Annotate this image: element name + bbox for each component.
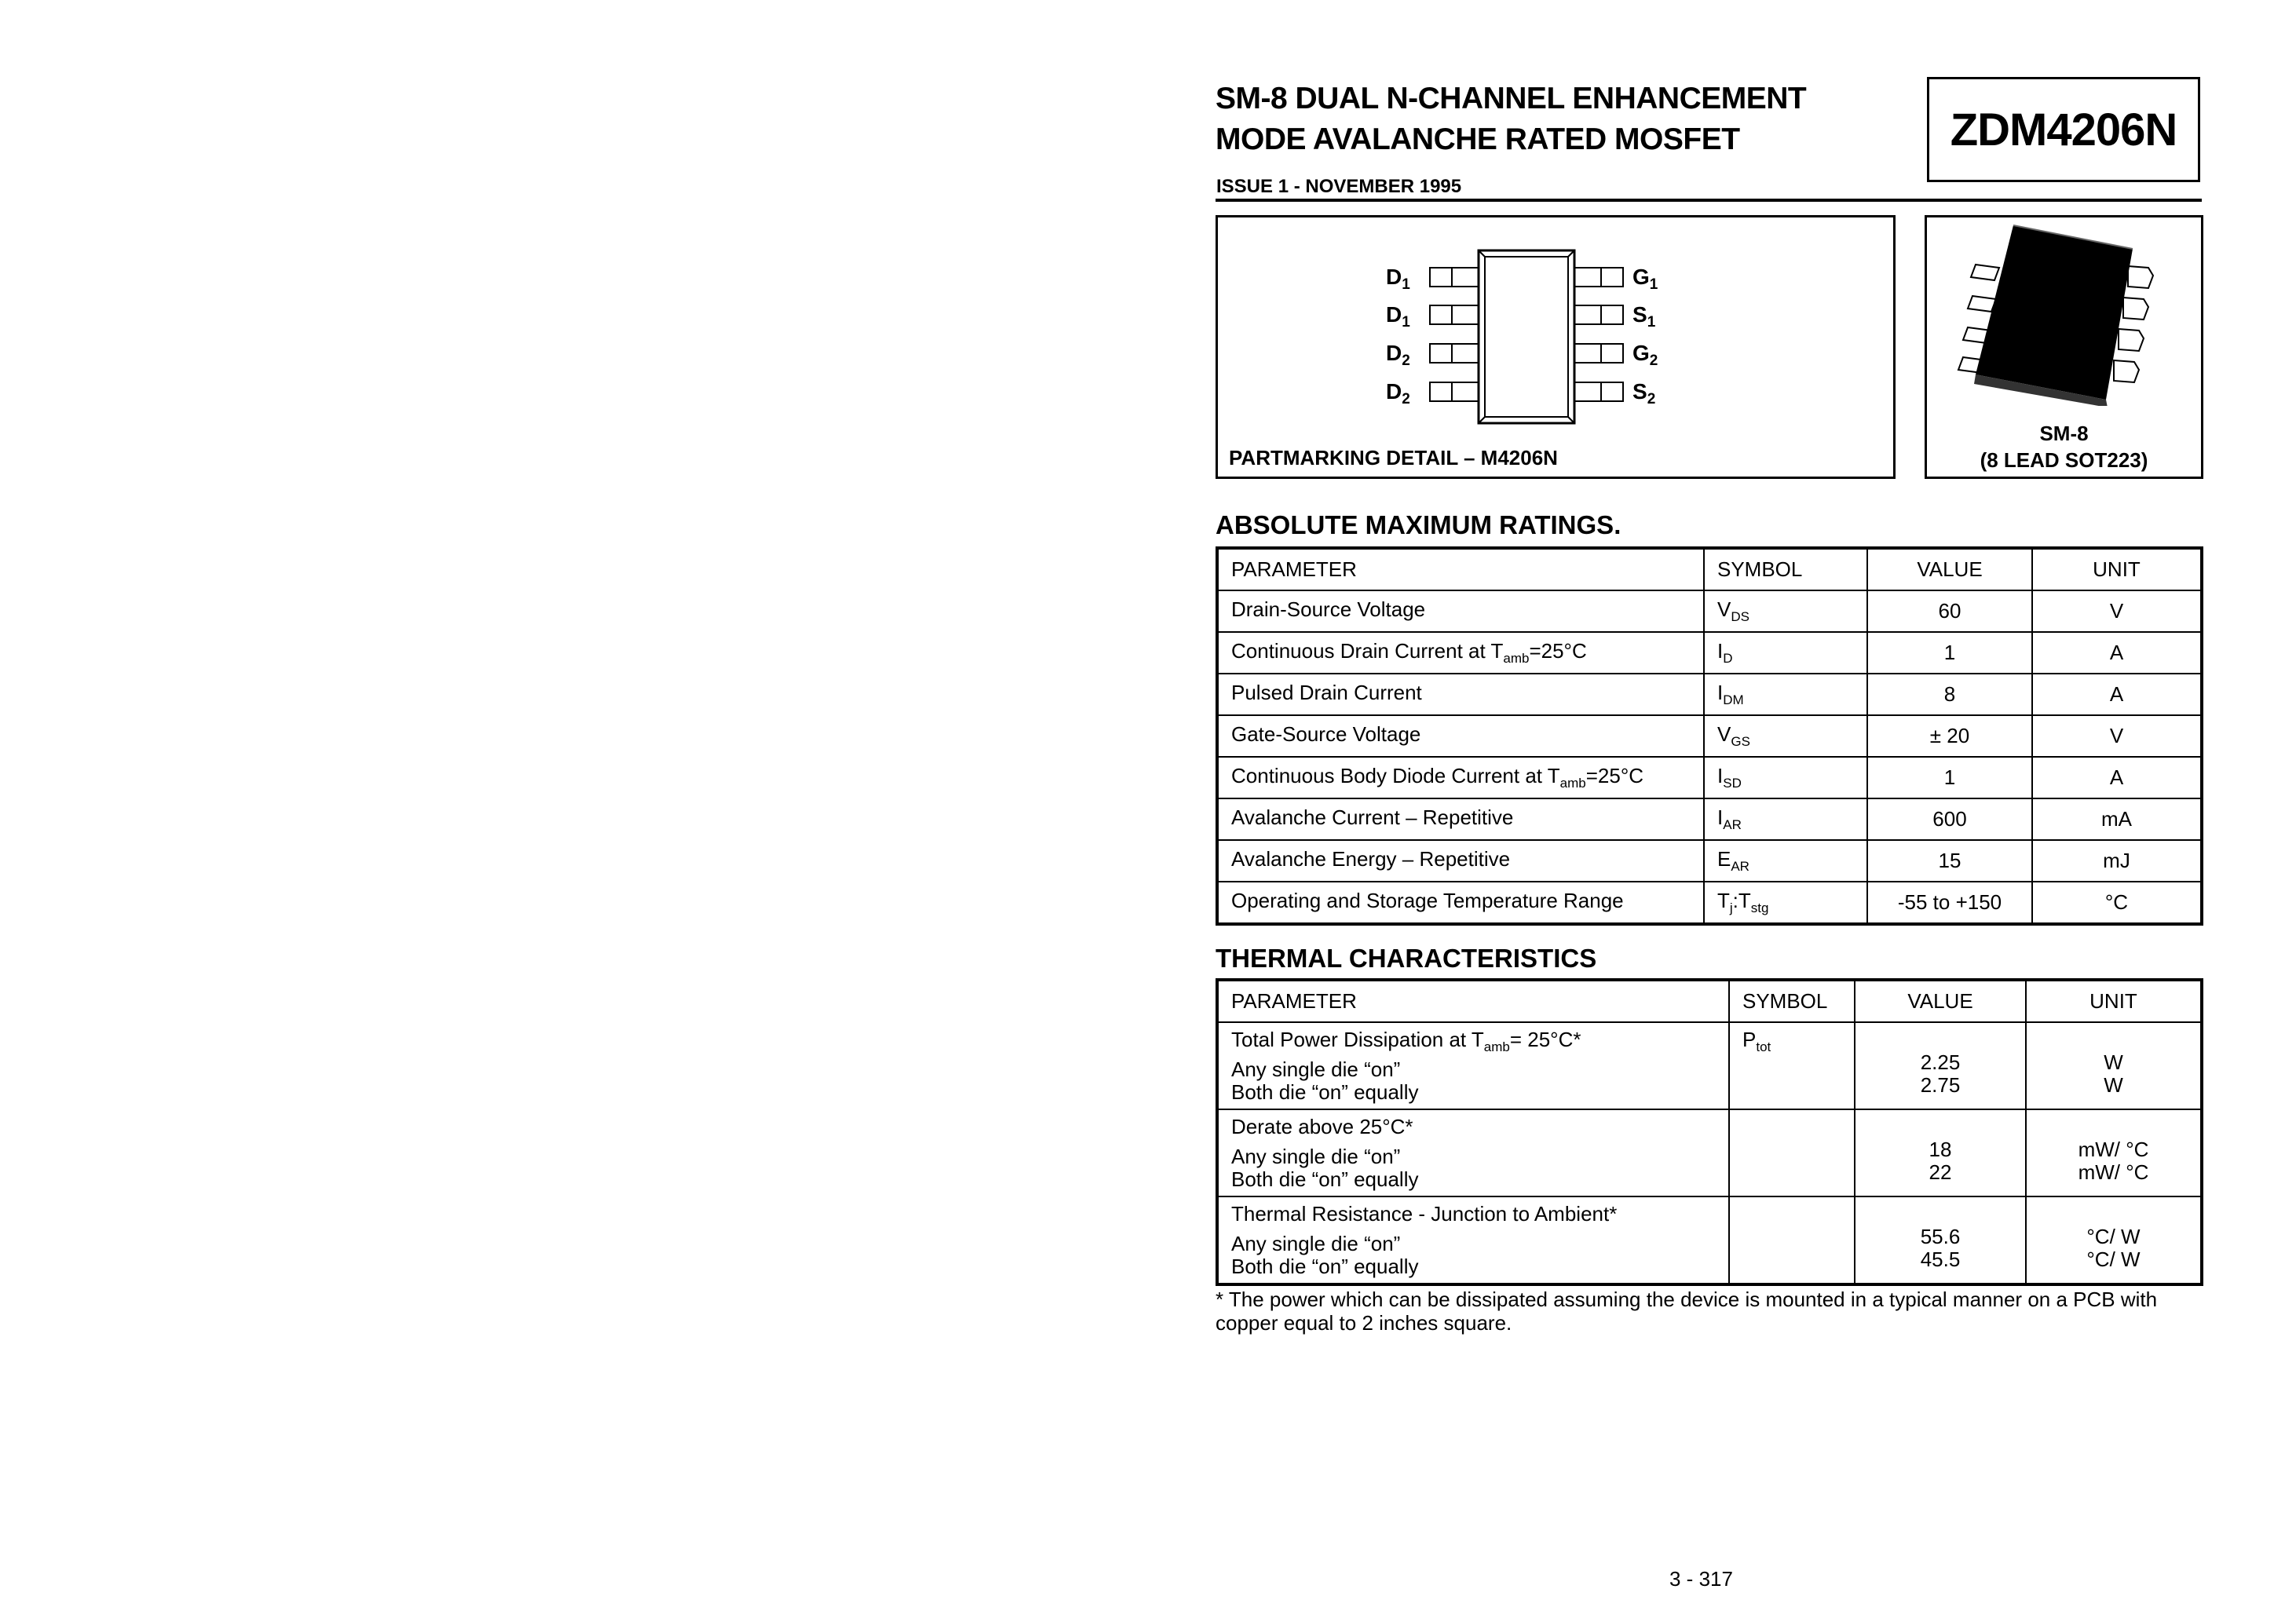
symbol-cell	[1729, 1196, 1855, 1284]
page-title	[1216, 79, 1806, 160]
value-cell: 2.25 2.75	[1855, 1022, 2026, 1109]
value-cell: 60	[1867, 590, 2032, 632]
parameter-cell: Avalanche Energy – Repetitive	[1217, 840, 1704, 882]
sm8-package-icon	[1927, 217, 2201, 406]
part-number-box	[1927, 77, 2200, 182]
header-parameter: PARAMETER	[1217, 548, 1704, 590]
unit-cell: A	[2032, 632, 2202, 674]
symbol-cell: $E_{AR}$	[1704, 840, 1867, 882]
value-cell: 1	[1867, 757, 2032, 798]
parameter-cell: Continuous Body Diode Current at $T_{amb}=25^\circ C$	[1217, 757, 1704, 798]
title-line-2: MODE AVALANCHE RATED MOSFET	[1216, 122, 1740, 156]
table-row	[1217, 1109, 2202, 1196]
parameter-cell: Continuous Drain Current at $T_{amb}=25^\circ C$	[1217, 632, 1704, 674]
thermal-table	[1216, 978, 2203, 1286]
right-pin-outlines	[1574, 268, 1623, 401]
parameter-cell: Avalanche Current – Repetitive	[1217, 798, 1704, 840]
left-pin-outlines	[1430, 268, 1479, 401]
parameter-cell: Drain-Source Voltage	[1217, 590, 1704, 632]
parameter-cell: Total Power Dissipation at $T_{amb}= 25^\circ C*$ Any single die “on” Both die “on” equally	[1217, 1022, 1729, 1109]
table-header-row	[1217, 980, 2202, 1022]
partmarking-detail: PARTMARKING DETAIL – M4206N	[1229, 446, 1558, 469]
unit-cell: A	[2032, 674, 2202, 715]
parameter-cell: Thermal Resistance - Junction to Ambient* Any single die “on” Both die “on” equally	[1217, 1196, 1729, 1284]
thermal-heading: THERMAL CHARACTERISTICS	[1216, 944, 1597, 973]
parameter-cell: Pulsed Drain Current	[1217, 674, 1704, 715]
parameter-cell: Gate-Source Voltage	[1217, 715, 1704, 757]
unit-cell: mJ	[2032, 840, 2202, 882]
unit-cell: W W	[2026, 1022, 2202, 1109]
header-divider	[1216, 199, 2202, 202]
pin-label-d1-b: $D_1$	[1386, 302, 1410, 331]
unit-cell: mA	[2032, 798, 2202, 840]
pinout-drawing	[1218, 217, 1893, 477]
symbol-cell: $I_{AR}$	[1704, 798, 1867, 840]
package-name: SM-8	[2039, 422, 2089, 445]
pin-label-d2-a: $D_2$	[1386, 341, 1410, 369]
abs-max-heading: ABSOLUTE MAXIMUM RATINGS.	[1216, 510, 1621, 539]
table-row	[1217, 882, 2202, 924]
table-row	[1217, 715, 2202, 757]
unit-cell: A	[2032, 757, 2202, 798]
table-row	[1217, 798, 2202, 840]
table-row	[1217, 632, 2202, 674]
symbol-cell: $V_{DS}$	[1704, 590, 1867, 632]
issue-date: ISSUE 1 - NOVEMBER 1995	[1216, 176, 1462, 197]
value-cell: 18 22	[1855, 1109, 2026, 1196]
header-value: VALUE	[1867, 548, 2032, 590]
value-cell: 600	[1867, 798, 2032, 840]
table-header-row	[1217, 548, 2202, 590]
header-value: VALUE	[1855, 980, 2026, 1022]
unit-cell: °C	[2032, 882, 2202, 924]
pin-label-g2: $G_2$	[1632, 341, 1658, 369]
header-parameter: PARAMETER	[1217, 980, 1729, 1022]
package-illustration	[1925, 215, 2203, 479]
header-symbol: SYMBOL	[1729, 980, 1855, 1022]
page-number: 3 - 317	[1669, 1567, 1733, 1591]
table-row	[1217, 1022, 2202, 1109]
pin-label-d1-a: $D_1$	[1386, 265, 1410, 293]
pin-label-s1: $S_1$	[1632, 302, 1656, 331]
value-cell: 8	[1867, 674, 2032, 715]
pin-label-s2: $S_2$	[1632, 379, 1656, 407]
symbol-cell: $I_{DM}$	[1704, 674, 1867, 715]
table-row	[1217, 1196, 2202, 1284]
value-cell: 15	[1867, 840, 2032, 882]
part-number: ZDM4206N	[1950, 104, 2177, 155]
footnote: * The power which can be dissipated assuming the device is mounted in a typical manner on a PCB with copper equal to 2 inches square.	[1216, 1288, 2158, 1335]
pin-label-d2-b: $D_2$	[1386, 379, 1410, 407]
table-row	[1217, 840, 2202, 882]
table-row	[1217, 674, 2202, 715]
unit-cell: °C/ W °C/ W	[2026, 1196, 2202, 1284]
symbol-cell: $P_{tot}$	[1729, 1022, 1855, 1109]
header-symbol: SYMBOL	[1704, 548, 1867, 590]
parameter-cell: Operating and Storage Temperature Range	[1217, 882, 1704, 924]
parameter-cell: Derate above 25°C* Any single die “on” Both die “on” equally	[1217, 1109, 1729, 1196]
symbol-cell: $I_D$	[1704, 632, 1867, 674]
unit-cell: mW/ °C mW/ °C	[2026, 1109, 2202, 1196]
table-row	[1217, 757, 2202, 798]
symbol-cell: $I_{SD}$	[1704, 757, 1867, 798]
title-line-1: SM-8 DUAL N-CHANNEL ENHANCEMENT	[1216, 82, 1807, 115]
unit-cell: V	[2032, 715, 2202, 757]
symbol-cell: $T_j:T_{stg}$	[1704, 882, 1867, 924]
table-row	[1217, 590, 2202, 632]
symbol-cell: $V_{GS}$	[1704, 715, 1867, 757]
value-cell: 1	[1867, 632, 2032, 674]
value-cell: -55 to +150	[1867, 882, 2032, 924]
header-unit: UNIT	[2026, 980, 2202, 1022]
pinout-diagram	[1216, 215, 1896, 479]
header-unit: UNIT	[2032, 548, 2202, 590]
unit-cell: V	[2032, 590, 2202, 632]
symbol-cell	[1729, 1109, 1855, 1196]
package-description: (8 LEAD SOT223)	[1980, 448, 2148, 472]
value-cell: ± 20	[1867, 715, 2032, 757]
pin-label-g1: $G_1$	[1632, 265, 1658, 293]
value-cell: 55.6 45.5	[1855, 1196, 2026, 1284]
abs-max-table	[1216, 546, 2203, 926]
